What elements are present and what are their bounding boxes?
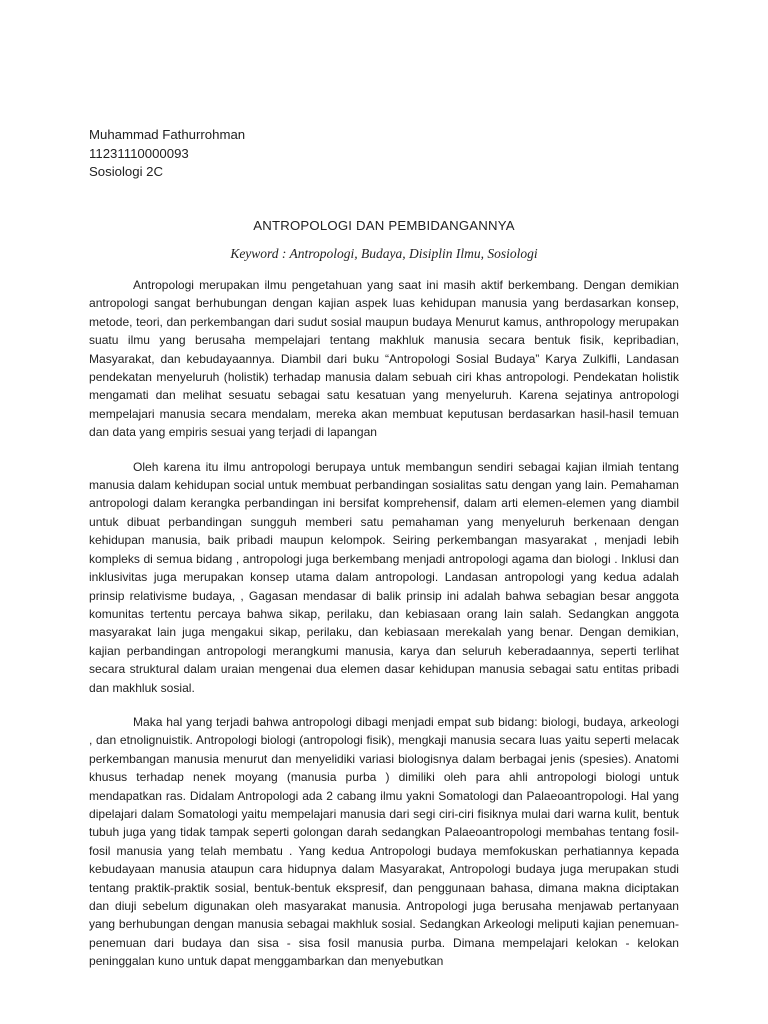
keywords-line: Keyword : Antropologi, Budaya, Disiplin Ilmu, Sosiologi — [230, 246, 538, 261]
author-name: Muhammad Fathurrohman — [89, 127, 246, 142]
class-name: Sosiologi 2C — [89, 164, 164, 179]
document-title: ANTROPOLOGI DAN PEMBIDANGANNYA — [253, 218, 515, 233]
student-id: 11231110000093 — [89, 145, 189, 161]
document-body — [89, 276, 679, 987]
author-block — [89, 126, 245, 182]
paragraph-1: Antropologi merupakan ilmu pengetahuan yang saat ini masih aktif berkembang. Dengan demikian antropologi sangat berhubungan dengan kajian aspek luas kehidupan manusia yang berdasarkan konsep, metode, teori, dan perkembangan dari sudut sosial maupun budaya Menurut kamus, anthropology merupakan suatu ilmu yang berusaha mempelajari tentang makhluk manusia secara bentuk fisik, kepribadian, Masyarakat, dan kebudayaannya. Diambil dari buku “Antropologi Sosial Budaya” Karya Zulkifli, Landasan pendekatan menyeluruh (holistik) terhadap manusia dalam sebuah ciri khas antropologi. Pendekatan holistik mengamati dan melihat sesuatu sebagai satu kesatuan yang menyeluruh. Karena sejatinya antropologi mempelajari manusia secara mendalam, mereka akan membuat keputusan berdasarkan hasil-hasil temuan dan data yang empiris sesuai yang terjadi di lapangan — [89, 278, 679, 440]
paragraph-3: Maka hal yang terjadi bahwa antropologi dibagi menjadi empat sub bidang: biologi, budaya, arkeologi , dan etnolignuistik. Antropologi biologi (antropologi fisik), mengkaji manusia secara luas yaitu seperti melacak perkembangan manusia menurut dan menyelidiki variasi biologisnya dalam berbagai jenis (spesies). Anatomi khusus terhadap nenek moyang (manusia purba ) dimiliki oleh para ahli antropologi biologi untuk mendapatkan ras. Didalam Antropologi ada 2 cabang ilmu yakni Somatologi dan Palaeoantropologi. Hal yang dipelajari dalam Somatologi yaitu mempelajari manusia dari segi ciri-ciri fisiknya mulai dari warna kulit, bentuk tubuh juga yang tidak tampak seperti golongan darah sedangkan Palaeoantropologi membahas tentang fosil-fosil manusia yang telah membatu . Yang kedua Antropologi budaya memfokuskan perhatiannya kepada kebudayaan manusia ataupun cara hidupnya dalam Masyarakat, Antropologi budaya juga merupakan studi tentang praktik-praktik sosial, bentuk-bentuk ekspresif, dan penggunaan bahasa, dimana makna diciptakan dan diuji sebelum digunakan oleh masyarakat manusia. Antropologi juga berusaha menjawab pertanyaan yang berhubungan dengan manusia sebagai makhluk sosial. Sedangkan Arkeologi meliputi kajian penemuan-penemuan dari budaya dan sisa - sisa fosil manusia purba. Dimana mempelajari kelokan - kelokan peninggalan kuno untuk dapat menggambarkan dan menyebutkan — [89, 714, 679, 969]
paragraph-2: Oleh karena itu ilmu antropologi berupaya untuk membangun sendiri sebagai kajian ilmiah tentang manusia dalam kehidupan social untuk membuat perbandingan sosialitas satu dengan yang lain. Pemahaman antropologi dalam kerangka perbandingan ini bersifat komprehensif, dalam arti elemen-elemen yang diambil untuk dibuat perbandingan sungguh memberi satu pemahaman yang menyeluruh berkenaan dengan kehidupan manusia, baik pribadi maupun kelompok. Seiring perkembangan masyarakat , menjadi lebih kompleks di semua bidang , antropologi juga berkembang menjadi antropologi agama dan biologi . Inklusi dan inklusivitas juga merupakan konsep utama dalam antropologi. Landasan antropologi yang kedua adalah prinsip relativisme budaya, , Gagasan mendasar di balik prinsip ini adalah bahwa sebagian besar anggota komunitas tertentu percaya bahwa sikap, perilaku, dan kebiasaan orang lain salah. Sedangkan anggota masyarakat lain juga mengakui sikap, perilaku, dan kebiasaan merekalah yang benar. Dengan demikian, kajian perbandingan antropologi merangkumi manusia, karya dan seluruh keberadaannya, seperti terlihat secara struktural dalam uraian mengenai dua elemen dasar kehidupan manusia sebagai satu entitas pribadi dan makhluk sosial. — [89, 459, 679, 695]
